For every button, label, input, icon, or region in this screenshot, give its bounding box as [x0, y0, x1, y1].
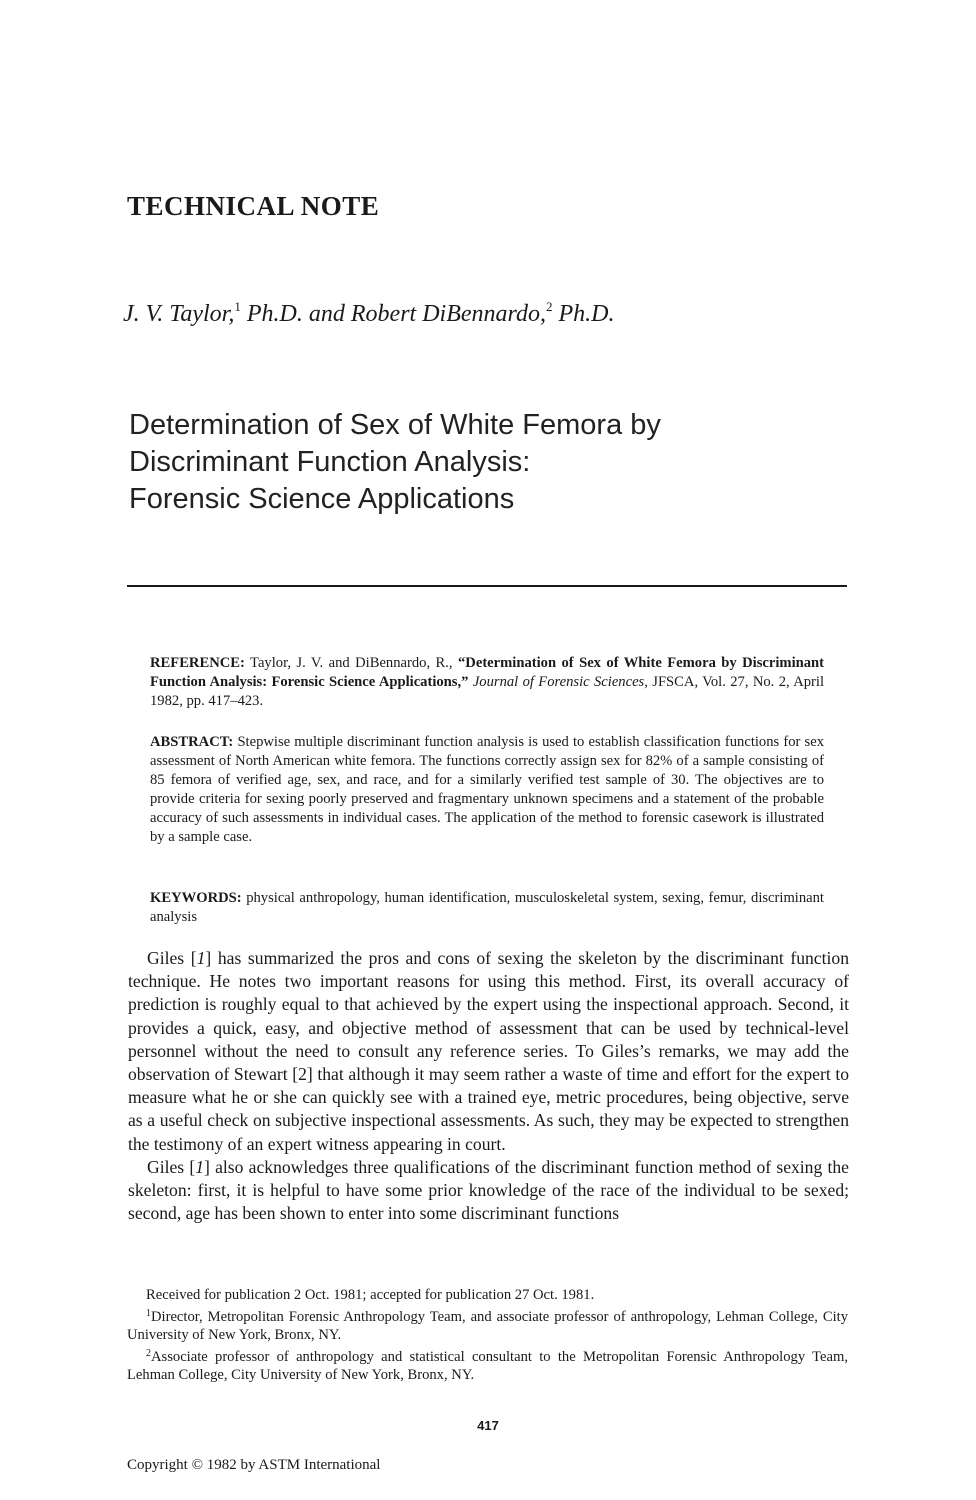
author-conjunction: and [308, 301, 345, 327]
author-1-degree: Ph.D. [246, 301, 303, 327]
reference-article-title: “Determination of Sex of White Femora by Discriminant Function Analysis: Forensic Science Applications,” [150, 655, 825, 690]
footnote-1 [127, 1305, 848, 1345]
reference-label: REFERENCE: [150, 655, 245, 671]
abstract-text: Stepwise multiple discriminant function analysis is used to establish classification functions for sex assessment of North American white femora. The functions correctly assign sex for 82% of a sample consisting of 85 femora of verified age, sex, and race, and for a similarly verified test sample of 30. The objectives are to provide criteria for sexing poorly preserved and fragmentary unknown specimens and a statement of the probable accuracy of such assessments in individual cases. The application of the method to forensic casework is illustrated by a sample case. [150, 734, 824, 845]
footnote-1-mark: 1 [146, 1307, 151, 1319]
reference-citation: JFSCA, Vol. 27, No. 2, April 1982, pp. 417–423. [150, 674, 825, 709]
body-paragraph [128, 1156, 849, 1226]
keywords-text: physical anthropology, human identification, musculoskeletal system, sexing, femur, discriminant analysis [150, 890, 824, 925]
author-1-name: J. V. Taylor, [123, 301, 235, 327]
received-note: Received for publication 2 Oct. 1981; accepted for publication 27 Oct. 1981. [146, 1287, 595, 1303]
reference-journal: Journal of Forensic Sciences, [472, 674, 648, 690]
keywords-label: KEYWORDS: [150, 890, 242, 906]
author-line [123, 299, 614, 328]
keywords-block [150, 889, 824, 927]
body-text [128, 947, 849, 1225]
title-line: Forensic Science Applications [129, 483, 515, 515]
author-2-name: Robert DiBennardo, [350, 301, 546, 327]
title-divider [127, 585, 847, 587]
footnote-1-text: Director, Metropolitan Forensic Anthropology Team, and associate professor of anthropology, Lehman College, City University of New York, Bronx, NY. [127, 1308, 848, 1344]
footnotes [127, 1286, 848, 1385]
copyright-line: Copyright © 1982 by ASTM International [127, 1457, 381, 1473]
footnote-2 [127, 1345, 848, 1385]
reference-block [150, 654, 824, 711]
body-text-run: Giles [ [147, 1156, 196, 1177]
title-line: Discriminant Function Analysis: [129, 446, 531, 478]
body-paragraph [128, 947, 849, 1156]
body-text-run: Giles [ [147, 948, 197, 968]
footnote-2-mark: 2 [146, 1347, 151, 1359]
author-2-footnote-mark: 2 [545, 299, 553, 314]
citation-ref: 1 [196, 948, 206, 968]
section-label: TECHNICAL NOTE [127, 191, 380, 221]
body-text-run: ] also acknowledges three qualifications of the discriminant function method of sexing the skeleton: first, it is helpful to have some prior knowledge of the race of the individual to be sexed; second, age has been shown to enter into some discriminant functions [128, 1156, 849, 1224]
body-text-run: ] has summarized the pros and cons of sexing the skeleton by the discriminant function technique. He notes two important reasons for using this method. First, its overall accuracy of prediction is roughly equal to that achieved by the expert using the inspectional approach. Second, it provides a quick, easy, and objective method of assessment that can be used by technical-level personnel without the need to consult any reference series. To Giles’s remarks, we may add the observation of Stewart [2] that although it may seem rather a waste of time and effort for the expert to measure what he or she can quickly see with a trained eye, metric procedures, being objective, serve as a useful check on subjective inspectional assessments. As such, they may be expected to strengthen the testimony of an expert witness appearing in court. [128, 948, 849, 1154]
author-2-degree: Ph.D. [558, 301, 615, 327]
footnote-2-text: Associate professor of anthropology and statistical consultant to the Metropolitan Forensic Anthropology Team, Lehman College, City University of New York, Bronx, NY. [127, 1348, 848, 1384]
page-number: 417 [477, 1418, 499, 1433]
reference-authors: Taylor, J. V. and DiBennardo, R., [250, 655, 453, 671]
author-1-footnote-mark: 1 [234, 299, 241, 314]
citation-ref: 1 [195, 1156, 205, 1177]
title-line: Determination of Sex of White Femora by [129, 409, 661, 441]
abstract-block [150, 733, 824, 847]
article-title [129, 407, 849, 518]
abstract-label: ABSTRACT: [150, 734, 234, 750]
